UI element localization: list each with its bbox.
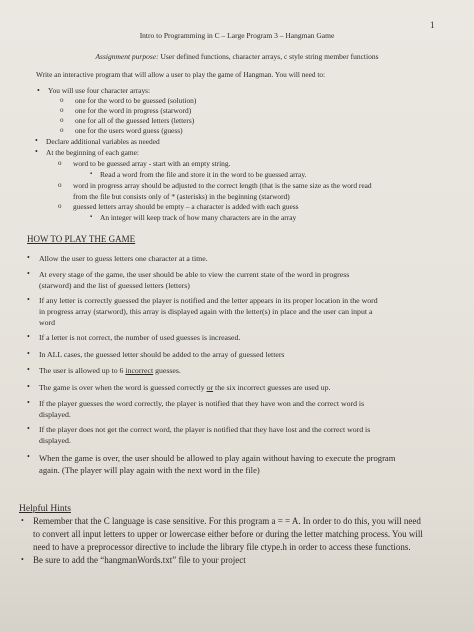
req-array-1: one for the word to be guessed (solution) [75,96,197,105]
bullet-icon: • [21,555,24,564]
rule-6 [39,366,181,375]
rule-7-a: The game is over when the word is guessed correctly [39,383,207,392]
page-number: 1 [430,20,435,30]
bullet-icon: • [27,365,30,374]
document-title: Intro to Programming in C – Large Program 3 – Hangman Game [139,31,335,40]
req-array-4: one for the users word guess (guess) [75,126,183,135]
bullet-icon: • [27,349,30,358]
req-arrays: You will use four character arrays: [48,86,151,95]
req-array-2: one for the word in progress (starword) [75,106,192,115]
rule-3-line3: word [39,318,56,327]
req-sub-3a: An integer will keep track of how many characters are in the array [100,213,297,222]
intro-text: Write an interactive program that will allow a user to play the game of Hangman. You will need to: [36,70,326,79]
hint-2: Be sure to add the “hangmanWords.txt” file to your project [33,555,246,565]
rule-6-a: The user is allowed up to 6 [39,366,126,375]
bullet-icon: • [27,424,30,433]
rule-9-line1: If the player does not get the correct word, the player is notified that they have lost and the correct word is [39,425,371,434]
how-to-play-heading: HOW TO PLAY THE GAME [27,234,136,244]
bullet-icon: • [27,295,30,304]
rule-2-line1: At every stage of the game, the user should be able to view the current state of the word in progress [39,270,350,279]
square-bullet-icon: ▪ [90,171,93,177]
rule-7-c: the six incorrect guesses are used up. [213,383,331,392]
req-sub-3: guessed letters array should be empty – a character is added with each guess [73,202,299,211]
rule-10-line2: again. (The player will play again with the next word in the file) [39,465,260,475]
rule-2-line2: (starword) and the list of guessed letters (letters) [39,281,190,290]
rule-4: If a letter is not correct, the number of used guesses is increased. [39,333,241,342]
bullet-icon: • [35,147,38,156]
req-sub-1: word to be guessed array - start with an empty string. [73,159,231,168]
circle-bullet-icon: o [60,126,64,134]
square-bullet-icon: ▪ [90,214,93,220]
circle-bullet-icon: o [58,202,62,210]
bullet-icon: • [27,452,30,461]
req-array-3: one for all of the guessed letters (letters) [75,116,195,125]
rule-1: Allow the user to guess letters one character at a time. [39,254,208,263]
purpose-text: User defined functions, character arrays, c style string member functions [158,52,379,61]
circle-bullet-icon: o [60,96,64,104]
circle-bullet-icon: o [58,159,62,167]
rule-8-line1: If the player guesses the word correctly, the player is notified that they have won and the correct word is [39,399,365,408]
purpose-label: Assignment purpose: [95,52,159,61]
rule-5: In ALL cases, the guessed letter should be added to the array of guessed letters [39,350,285,359]
rule-8-line2: displayed. [39,410,71,419]
assignment-purpose [0,52,474,61]
rule-3-line1: If any letter is correctly guessed the player is notified and the letter appears in its proper location in the word [39,296,378,305]
req-beginning: At the beginning of each game: [46,148,139,157]
rule-6-b: incorrect [125,366,154,375]
hint-1-line3: need to have a preprocessor directive to include the library file ctype.h in order to access these functions. [33,542,411,552]
bullet-icon: • [27,382,30,391]
req-sub-1a: Read a word from the file and store it in the word to be guessed array. [100,170,307,179]
hint-1-line1: Remember that the C language is case sensitive. For this program a = = A. In order to do this, you will need [33,516,421,526]
req-declare: Declare additional variables as needed [46,137,160,146]
rule-7-b: or [206,383,214,392]
rule-10-line1: When the game is over, the user should be allowed to play again without having to execute the program [39,453,396,463]
bullet-icon: • [27,398,30,407]
rule-3-line2: in progress array (starword), this array is displayed again with the letter(s) in place and the user can input a [39,307,373,316]
helpful-hints-heading: Helpful Hints [19,504,71,514]
circle-bullet-icon: o [60,106,64,114]
rule-9-line2: displayed. [39,436,71,445]
bullet-icon: • [27,253,30,262]
req-sub-2-line1: word in progress array should be adjusted to the correct length (that is the same size as the word read [73,181,372,190]
bullet-icon: • [27,332,30,341]
bullet-icon: • [27,269,30,278]
bullet-icon: • [37,86,40,95]
hint-1-line2: to convert all input letters to upper or lowercase either before or during the letter matching process. You will [33,529,423,539]
bullet-icon: • [21,516,24,525]
rule-6-c: guesses. [153,366,181,375]
circle-bullet-icon: o [58,181,62,189]
circle-bullet-icon: o [60,116,64,124]
bullet-icon: • [35,136,38,145]
rule-7 [39,383,330,392]
req-sub-2-line2: from the file but consists only of * (asterisks) in the beginning (starword) [73,192,290,201]
